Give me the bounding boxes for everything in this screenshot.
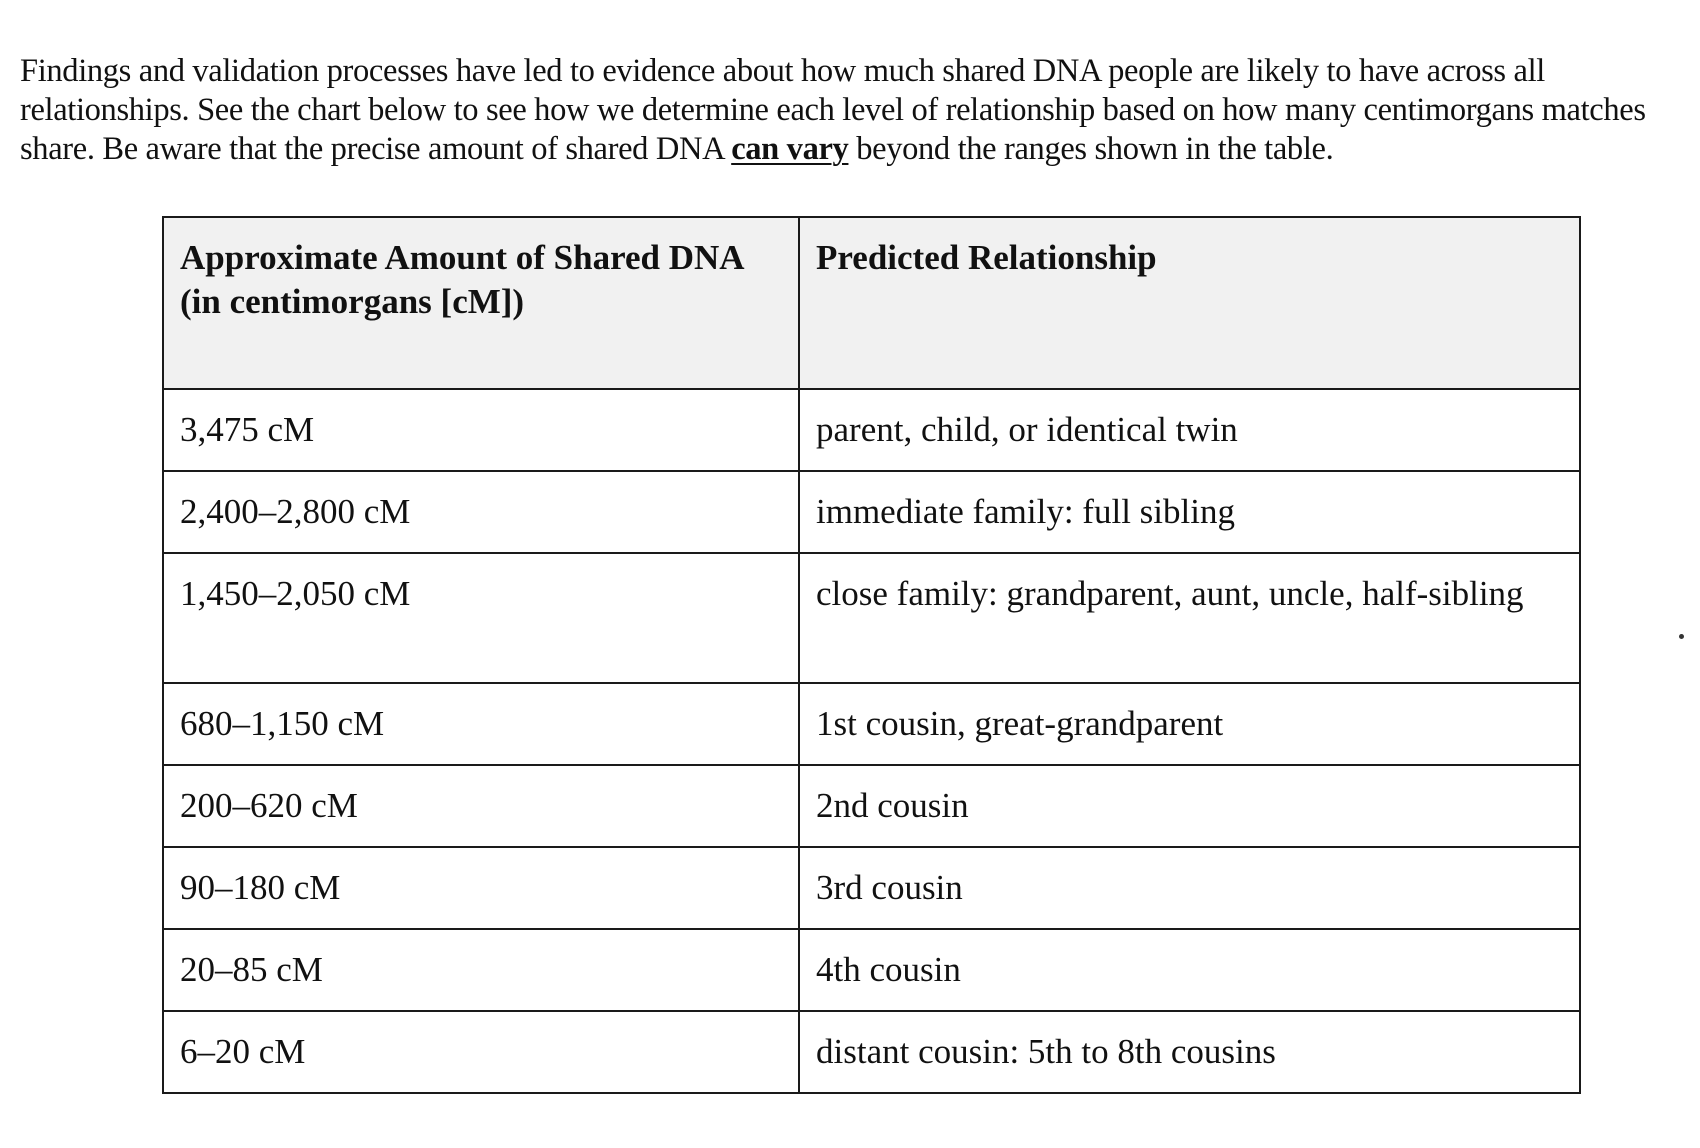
header-shared-dna-unit: (in centimorgans [cM]) xyxy=(180,282,525,321)
header-shared-dna-title: Approximate Amount of Shared DNA xyxy=(180,238,745,277)
amount-cell: 20–85 cM xyxy=(163,929,799,1011)
table-row xyxy=(163,471,1580,553)
relationship-cell: parent, child, or identical twin xyxy=(799,389,1580,471)
relationship-cell: 4th cousin xyxy=(799,929,1580,1011)
intro-paragraph xyxy=(20,52,1690,169)
amount-cell: 90–180 cM xyxy=(163,847,799,929)
table-row xyxy=(163,847,1580,929)
relationship-cell: 2nd cousin xyxy=(799,765,1580,847)
relationship-table xyxy=(162,216,1581,1094)
amount-cell: 6–20 cM xyxy=(163,1011,799,1093)
table-row xyxy=(163,929,1580,1011)
amount-cell: 1,450–2,050 cM xyxy=(163,553,799,683)
relationship-cell: immediate family: full sibling xyxy=(799,471,1580,553)
table-row xyxy=(163,683,1580,765)
table-row xyxy=(163,389,1580,471)
relationship-cell: close family: grandparent, aunt, uncle, half-sibling xyxy=(799,553,1580,683)
amount-cell: 2,400–2,800 cM xyxy=(163,471,799,553)
amount-cell: 680–1,150 cM xyxy=(163,683,799,765)
header-row xyxy=(163,217,1580,389)
relationship-cell: distant cousin: 5th to 8th cousins xyxy=(799,1011,1580,1093)
amount-cell: 3,475 cM xyxy=(163,389,799,471)
table-row xyxy=(163,553,1580,683)
table-header xyxy=(163,217,1580,389)
table-row xyxy=(163,1011,1580,1093)
amount-cell: 200–620 cM xyxy=(163,765,799,847)
scan-speck xyxy=(1679,634,1684,639)
header-predicted-relationship: Predicted Relationship xyxy=(799,217,1580,389)
intro-text: Findings and validation processes have led to evidence about how much shared DNA people are likely to have across all relationships. See the chart below to see how we determine each level of relationship based on how many centimorgans matches share. Be aware that the precise amount of shared DNA xyxy=(20,53,1646,167)
header-shared-dna xyxy=(163,217,799,389)
relationship-cell: 3rd cousin xyxy=(799,847,1580,929)
intro-emphasis: can vary xyxy=(731,131,849,167)
relationship-cell: 1st cousin, great-grandparent xyxy=(799,683,1580,765)
intro-text-end: beyond the ranges shown in the table. xyxy=(848,131,1334,167)
table-body xyxy=(163,389,1580,1093)
table-row xyxy=(163,765,1580,847)
